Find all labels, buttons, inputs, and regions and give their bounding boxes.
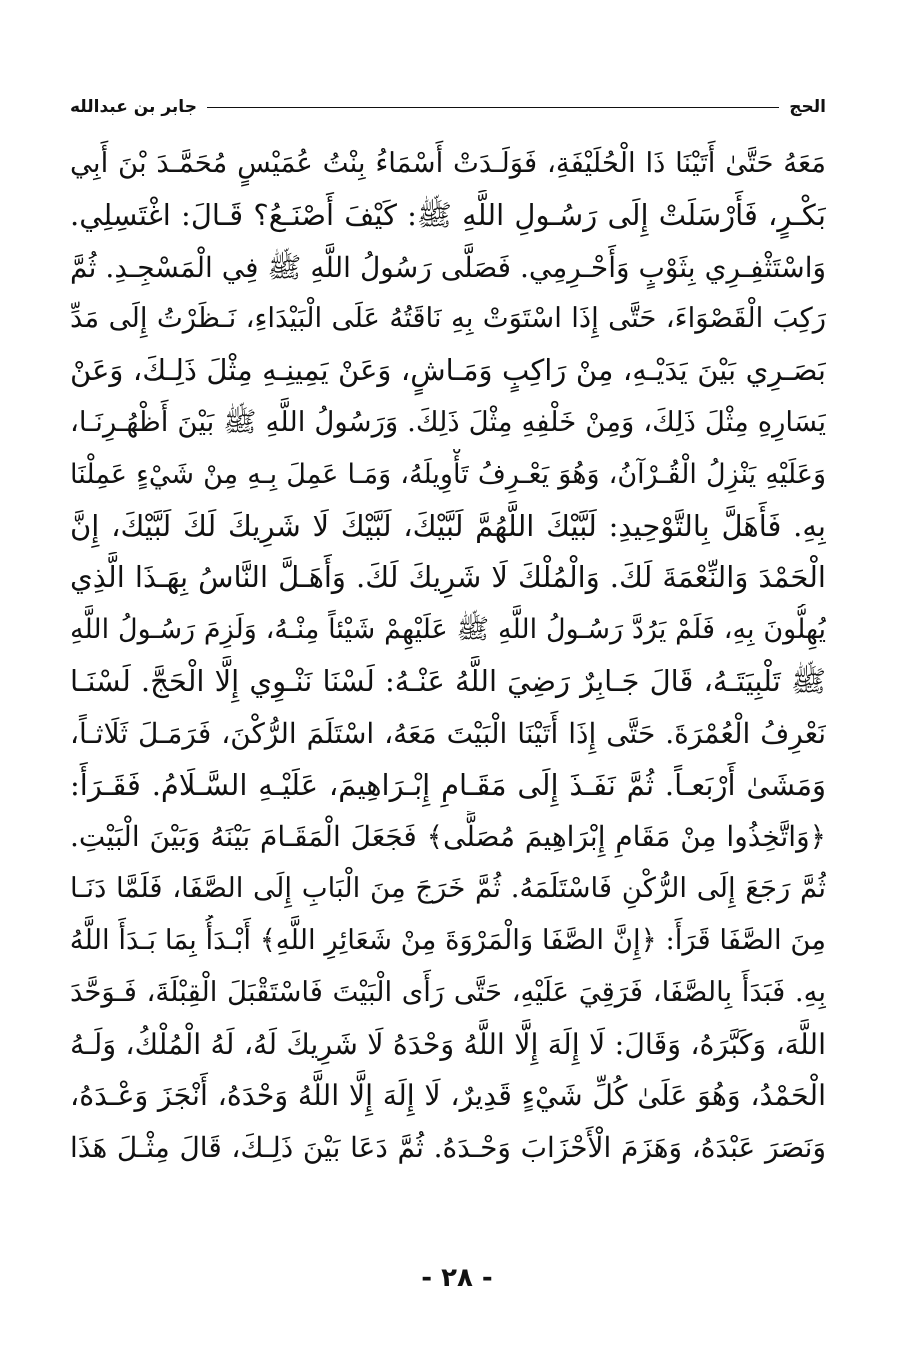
text-line: رَكِبَ الْقَصْوَاءَ، حَتَّى إِذَا اسْتَوَتْ بِهِ نَاقَتُهُ عَلَى الْبَيْدَاءِ، نَـظَرْتُ إِلَى مَدِّ (70, 302, 826, 335)
text-line: الْحَمْدَ وَالنِّعْمَةَ لَكَ. وَالْمُلْكَ لَا شَرِيكَ لَكَ. وَأَهَـلَّ النَّاسُ بِهَـذَا الَّذِي (70, 560, 826, 595)
body-text (70, 138, 826, 1174)
text-line: يُهِلُّونَ بِهِ، فَلَمْ يَرُدَّ رَسُـولُ اللَّهِ ﷺ عَلَيْهِمْ شَيْئاً مِنْـهُ، وَلَزِمَ رَسُـولُ اللَّهِ (70, 614, 826, 646)
text-line: وَاسْتَثْفِـرِي بِثَوْبٍ وَأَحْـرِمِي. فَصَلَّى رَسُولُ اللَّهِ ﷺ فِي الْمَسْجِـدِ. ثُمَّ (70, 250, 826, 284)
text-line: بَكْـرٍ، فَأَرْسَلَتْ إِلَى رَسُـولِ اللَّهِ ﷺ: كَيْفَ أَصْنَـعُ؟ قَـالَ: اغْتَسِلِي. (70, 197, 826, 232)
text-line: مِنَ الصَّفَا قَرَأَ: ﴿إِنَّ الصَّفَا وَالْمَرْوَةَ مِنْ شَعَائِرِ اللَّهِ﴾ أَبْـدَأُ بِمَا بَـدَأَ اللَّهُ (70, 923, 826, 956)
text-line: ثُمَّ رَجَعَ إِلَى الرُّكْنِ فَاسْتَلَمَهُ. ثُمَّ خَرَجَ مِنَ الْبَابِ إِلَى الصَّفَا، فَلَمَّا دَنَـا (70, 872, 826, 905)
text-line: وَنَصَرَ عَبْدَهُ، وَهَزَمَ الْأَحْزَابَ وَحْـدَهُ. ثُمَّ دَعَا بَيْنَ ذَلِـكَ، قَالَ مِثْـلَ هَذَا (70, 1131, 826, 1165)
text-line: يَسَارِهِ مِثْلَ ذَلِكَ، وَمِنْ خَلْفِهِ مِثْلَ ذَلِكَ. وَرَسُولُ اللَّهِ ﷺ بَيْنَ أَظْهُـرِنَـا، (70, 405, 826, 438)
chapter-title: الحج (789, 97, 826, 117)
narrator-title: جابر بن عبدالله (70, 97, 197, 117)
header-rule (207, 107, 779, 108)
text-line: ﴿وَاتَّخِذُوا مِنْ مَقَامِ إِبْرَاهِيمَ مُصَلًّى﴾ فَجَعَلَ الْمَقَـامَ بَيْنَهُ وَبَيْنَ الْبَيْتِ. (70, 820, 826, 854)
text-line: بِهِ. فَأَهَلَّ بِالتَّوْحِيدِ: لَبَّيْكَ اللَّهُمَّ لَبَّيْكَ، لَبَّيْكَ لَا شَرِيكَ لَكَ لَبَّيْكَ، إِنَّ (70, 508, 826, 543)
text-line: الْحَمْدُ، وَهُوَ عَلَىٰ كُلِّ شَيْءٍ قَدِيرٌ، لَا إِلَهَ إِلَّا اللَّهُ وَحْدَهُ، أَنْجَزَ وَعْـدَهُ، (70, 1079, 826, 1113)
text-line: وَمَشَىٰ أَرْبَعـاً. ثُمَّ نَفَـذَ إِلَى مَقَـامِ إِبْـرَاهِيمَ، عَلَيْـهِ السَّـلَامُ. فَقَـرَأَ: (70, 767, 826, 802)
running-header (70, 92, 826, 122)
text-line: مَعَهُ حَتَّىٰ أَتَيْنَا ذَا الْحُلَيْفَةِ، فَوَلَـدَتْ أَسْمَاءُ بِنْتُ عُمَيْسٍ مُحَمَّـدَ بْنَ أَبِي (70, 147, 826, 179)
text-line: بِهِ. فَبَدَأَ بِالصَّفَا، فَرَقِيَ عَلَيْهِ، حَتَّى رَأَى الْبَيْتَ فَاسْتَقْبَلَ الْقِبْلَةَ، فَـوَحَّدَ (70, 975, 826, 1008)
text-line: نَعْرِفُ الْعُمْرَةَ. حَتَّى إِذَا أَتَيْنَا الْبَيْتَ مَعَهُ، اسْتَلَمَ الرُّكْنَ، فَرَمَـلَ ثَلَاثـاً، (70, 716, 826, 750)
text-line: بَصَـرِي بَيْنَ يَدَيْـهِ، مِنْ رَاكِبٍ وَمَـاشٍ، وَعَنْ يَمِينِـهِ مِثْلَ ذَلِـكَ، وَعَنْ (70, 353, 826, 388)
text-line: اللَّهَ، وَكَبَّرَهُ، وَقَالَ: لَا إِلَهَ إِلَّا اللَّهُ وَحْدَهُ لَا شَرِيكَ لَهُ، لَهُ الْمُلْكُ، وَلَـهُ (70, 1027, 826, 1061)
page-number: - ٢٨ - (421, 1263, 493, 1293)
text-line: ﷺ تَلْبِيَتَـهُ، قَالَ جَـابِرٌ رَضِيَ اللَّهُ عَنْـهُ: لَسْنَا نَنْـوِي إِلَّا الْحَجَّ. لَسْنَـا (70, 663, 826, 698)
text-line: وَعَلَيْهِ يَنْزِلُ الْقُـرْآنُ، وَهُوَ يَعْـرِفُ تَأْوِيلَهُ، وَمَـا عَمِلَ بِـهِ مِنْ شَيْءٍ عَمِلْنَا (70, 458, 826, 490)
